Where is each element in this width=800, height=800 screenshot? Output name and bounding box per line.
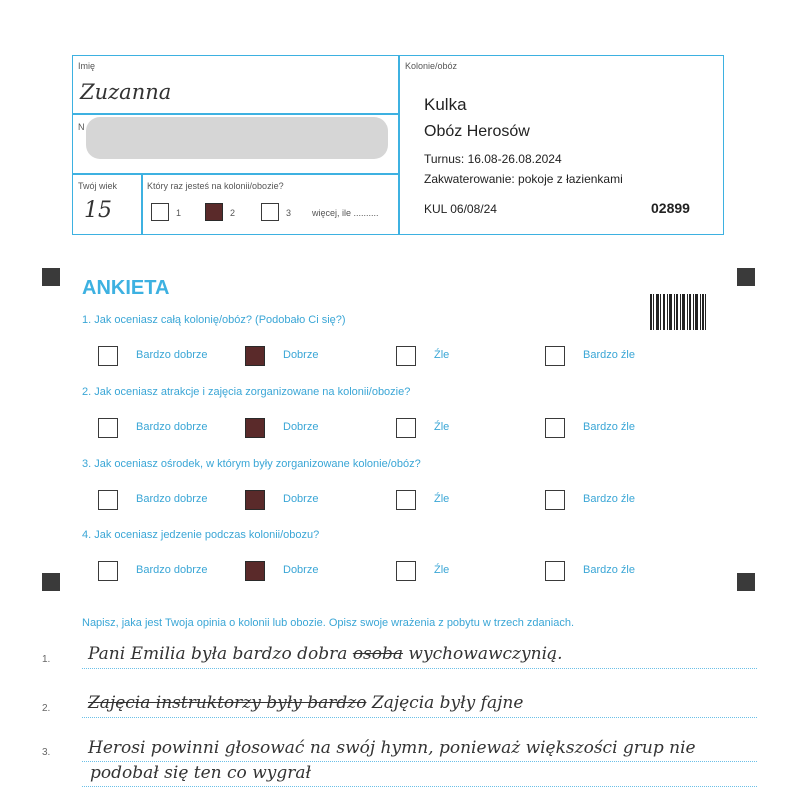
answer-line-4 xyxy=(82,786,757,787)
question-4-option-1-label: Bardzo dobrze xyxy=(136,564,208,576)
imie-value: Zuzanna xyxy=(80,80,172,104)
header-divider-age xyxy=(141,173,143,235)
question-1-option-3-label: Źle xyxy=(434,349,450,361)
question-2-option-1-checkbox[interactable] xyxy=(98,418,118,438)
answer-text-4: podobał się ten co wygrał xyxy=(90,763,312,783)
question-1-option-2-checkbox[interactable] xyxy=(245,346,265,366)
visit-3-checkbox[interactable] xyxy=(261,203,279,221)
answer-line-1 xyxy=(82,668,757,669)
visit-1-checkbox[interactable] xyxy=(151,203,169,221)
question-1-option-2-label: Dobrze xyxy=(283,349,319,361)
registration-mark-bottom-left xyxy=(42,573,60,591)
question-4-option-3-label: Źle xyxy=(434,564,450,576)
question-1-option-4-label: Bardzo źle xyxy=(583,349,635,361)
visit-3-label: 3 xyxy=(286,208,292,218)
visit-2-checkbox[interactable] xyxy=(205,203,223,221)
wiek-value: 15 xyxy=(84,198,112,223)
question-4-text: 4. Jak oceniasz jedzenie podczas kolonii/obozu? xyxy=(82,529,320,541)
question-3-option-4-label: Bardzo źle xyxy=(583,493,635,505)
header-divider-1 xyxy=(72,113,398,115)
kolonie-label: Kolonie/obóz xyxy=(405,61,458,71)
opinion-prompt: Napisz, jaka jest Twoja opinia o kolonii lub obozie. Opisz swoje wrażenia z pobytu w trzech zdaniach. xyxy=(82,617,574,629)
answer-line-3 xyxy=(82,761,757,762)
wiecej-label: więcej, ile .......... xyxy=(312,208,379,218)
answer-line-2 xyxy=(82,717,757,718)
form-number: 02899 xyxy=(651,200,690,216)
visit-1-label: 1 xyxy=(176,208,182,218)
question-3-option-1-label: Bardzo dobrze xyxy=(136,493,208,505)
answer-text-2: Zajęcia instruktorzy były bardzo Zajęcia były fajne xyxy=(88,693,524,713)
answer-text-3: Herosi powinni głosować na swój hymn, ponieważ większości grup nie xyxy=(88,738,696,758)
camp-name: Kulka xyxy=(424,95,467,114)
question-3-option-3-checkbox[interactable] xyxy=(396,490,416,510)
question-2-option-2-label: Dobrze xyxy=(283,421,319,433)
turnus: Turnus: 16.08-26.08.2024 xyxy=(424,152,562,166)
question-3-option-4-checkbox[interactable] xyxy=(545,490,565,510)
line-number-1: 1. xyxy=(42,654,51,665)
question-2-option-4-label: Bardzo źle xyxy=(583,421,635,433)
question-2-option-3-label: Źle xyxy=(434,421,450,433)
survey-title: ANKIETA xyxy=(82,277,170,299)
question-1-option-1-checkbox[interactable] xyxy=(98,346,118,366)
header-divider-vertical xyxy=(398,55,400,235)
question-3-option-2-label: Dobrze xyxy=(283,493,319,505)
redacted-surname xyxy=(86,117,388,159)
question-4-option-4-checkbox[interactable] xyxy=(545,561,565,581)
barcode-icon xyxy=(650,294,706,330)
question-4-option-2-label: Dobrze xyxy=(283,564,319,576)
imie-label: Imię xyxy=(78,61,96,71)
question-1-option-4-checkbox[interactable] xyxy=(545,346,565,366)
question-2-option-2-checkbox[interactable] xyxy=(245,418,265,438)
question-4-option-4-label: Bardzo źle xyxy=(583,564,635,576)
visit-2-label: 2 xyxy=(230,208,236,218)
question-1-option-3-checkbox[interactable] xyxy=(396,346,416,366)
question-4-option-2-checkbox[interactable] xyxy=(245,561,265,581)
registration-mark-bottom-right xyxy=(737,573,755,591)
question-3-option-1-checkbox[interactable] xyxy=(98,490,118,510)
line-number-2: 2. xyxy=(42,703,51,714)
question-2-option-1-label: Bardzo dobrze xyxy=(136,421,208,433)
question-4-option-1-checkbox[interactable] xyxy=(98,561,118,581)
answer-text-1: Pani Emilia była bardzo dobra osoba wychowawczynią. xyxy=(88,644,563,664)
nazwisko-label: N xyxy=(78,122,85,132)
registration-mark-top-right xyxy=(737,268,755,286)
question-3-option-2-checkbox[interactable] xyxy=(245,490,265,510)
zakwaterowanie: Zakwaterowanie: pokoje z łazienkami xyxy=(424,172,623,186)
question-1-option-1-label: Bardzo dobrze xyxy=(136,349,208,361)
question-4-option-3-checkbox[interactable] xyxy=(396,561,416,581)
line-number-3: 3. xyxy=(42,747,51,758)
question-3-option-3-label: Źle xyxy=(434,493,450,505)
wiek-label: Twój wiek xyxy=(78,181,118,191)
question-2-option-3-checkbox[interactable] xyxy=(396,418,416,438)
question-2-text: 2. Jak oceniasz atrakcje i zajęcia zorganizowane na kolonii/obozie? xyxy=(82,386,411,398)
ktory-raz-label: Który raz jesteś na kolonii/obozie? xyxy=(147,181,284,191)
question-1-text: 1. Jak oceniasz całą kolonię/obóz? (Podobało Ci się?) xyxy=(82,314,346,326)
question-3-text: 3. Jak oceniasz ośrodek, w którym były zorganizowane kolonie/obóz? xyxy=(82,458,421,470)
registration-mark-top-left xyxy=(42,268,60,286)
camp-code: KUL 06/08/24 xyxy=(424,202,497,216)
question-2-option-4-checkbox[interactable] xyxy=(545,418,565,438)
camp-title: Obóz Herosów xyxy=(424,123,530,140)
header-divider-2 xyxy=(72,173,398,175)
